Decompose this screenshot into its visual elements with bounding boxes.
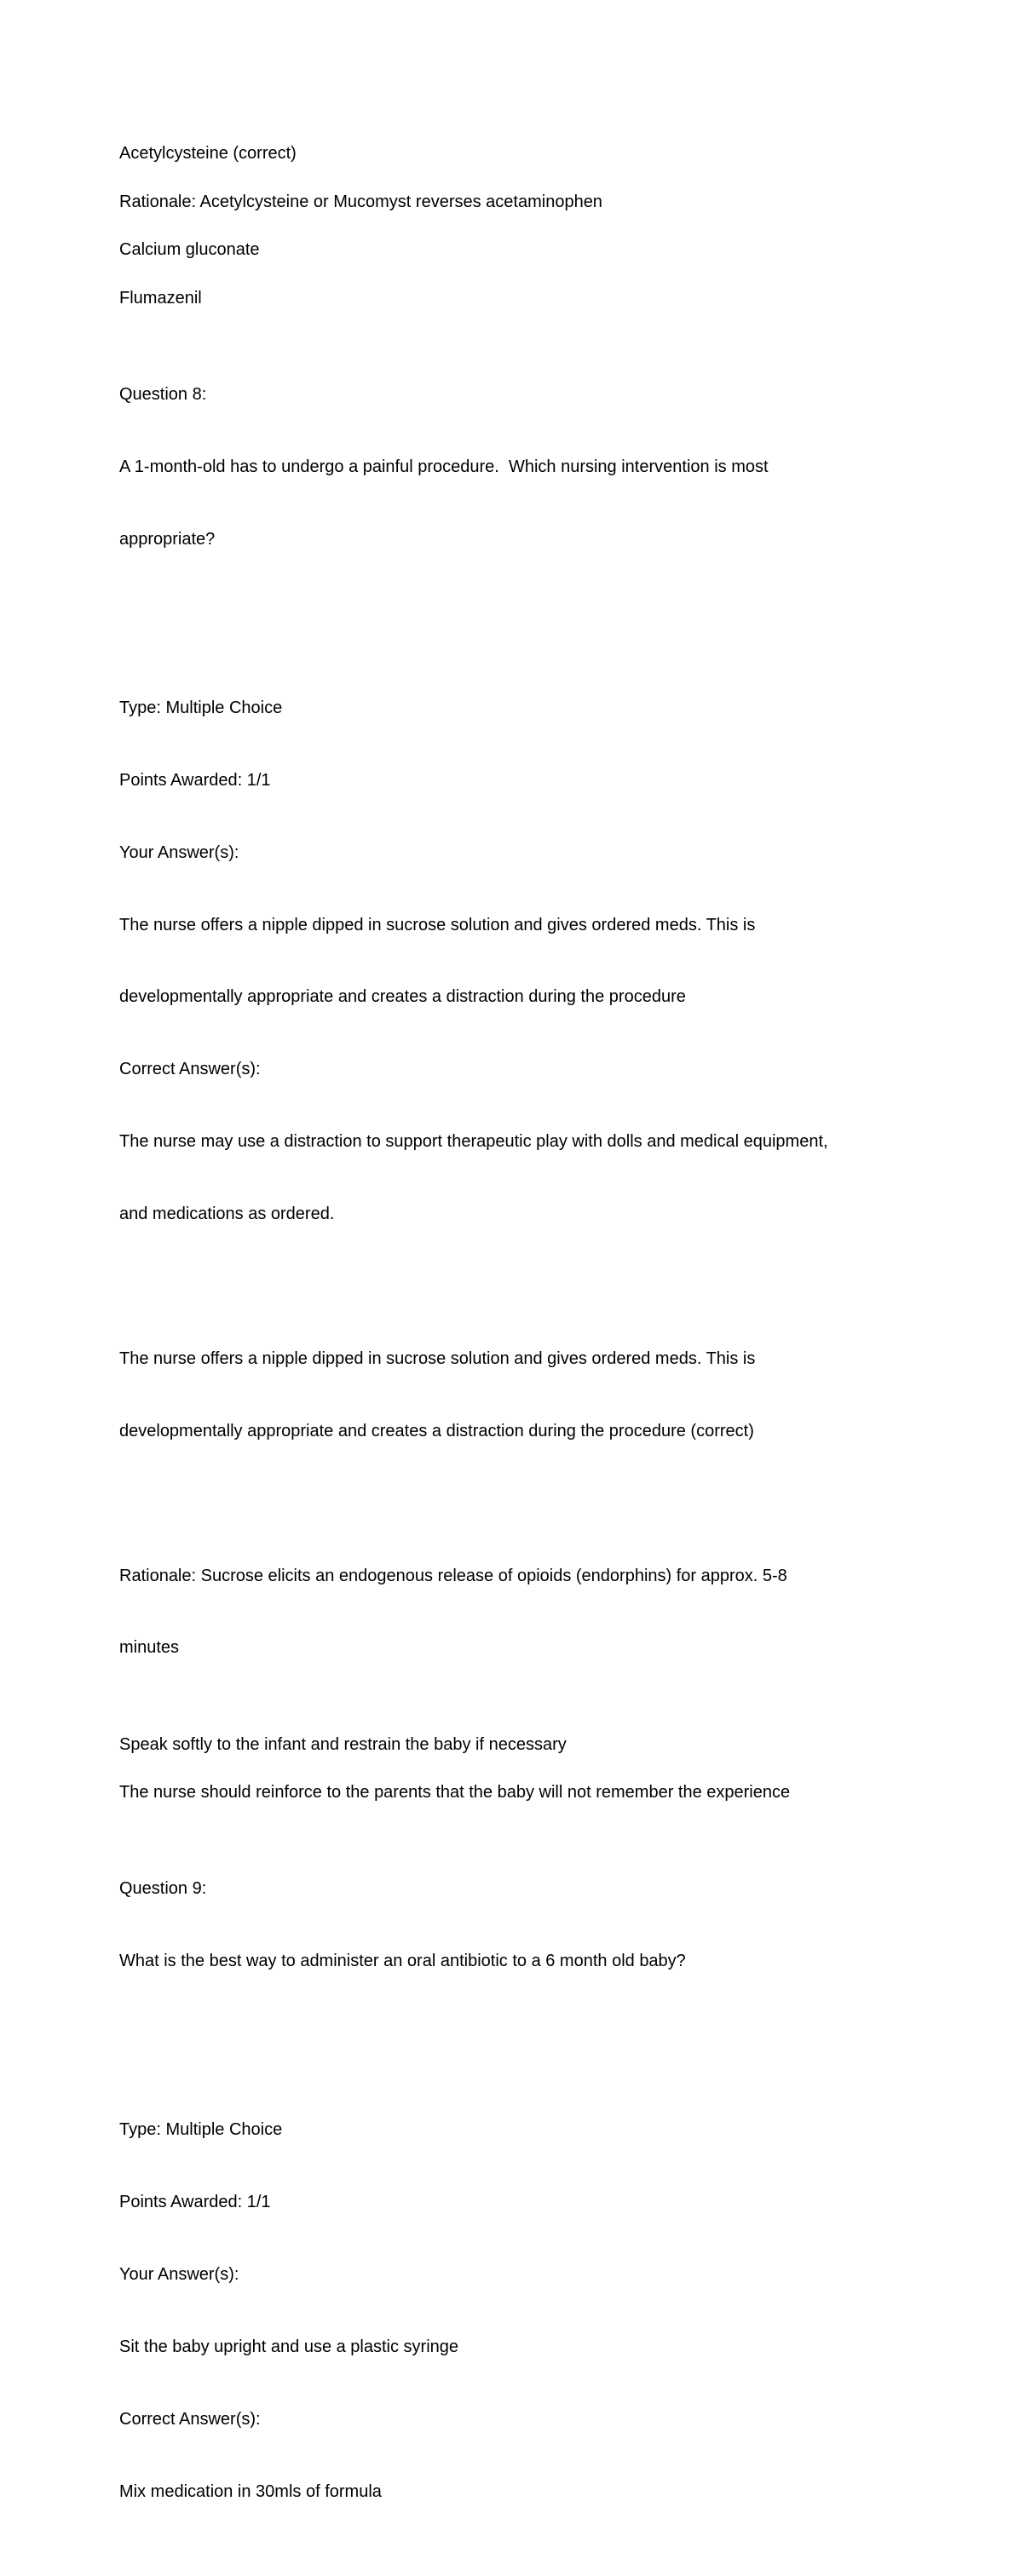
q8-option-b [119,1298,895,1491]
q8-option-b-line2: developmentally appropriate and creates a distraction during the procedure (correct) [119,1421,754,1440]
q9-your-answer-label: Your Answer(s): [119,2265,239,2285]
q8-heading: Question 8: [119,384,207,404]
q8-correct-answer-label: Correct Answer(s): [119,1060,261,1079]
q8-rationale-line1: Rationale: Sucrose elicits an endogenous release of opioids (endorphins) for approx. 5-8 [119,1566,787,1585]
q9-heading: Question 9: [119,1879,207,1899]
q8-prompt-line2: appropriate? [119,529,216,549]
q8-block [119,334,895,599]
q9-prompt: What is the best way to administer an oral antibiotic to a 6 month old baby? [119,1952,686,1971]
q8-your-answer-label: Your Answer(s): [119,842,239,862]
q8-option-a-line2: and medications as ordered. [119,1205,335,1224]
q8-your-answer-line1: The nurse offers a nipple dipped in sucrose solution and gives ordered meds. This is [119,915,756,934]
q7-option-flumazenil: Flumazenil [119,288,202,308]
q7-option-calcium-gluconate: Calcium gluconate [119,240,260,260]
q9-block [119,1829,895,2021]
q9-points: Points Awarded: 1/1 [119,2193,271,2212]
q8-type: Type: Multiple Choice [119,698,283,717]
q9-details [119,2070,895,2552]
q8-option-b-line1: The nurse offers a nipple dipped in sucrose solution and gives ordered meds. This is [119,1348,756,1368]
q9-option-a: Mix medication in 30mls of formula [119,2481,382,2501]
q7-option-acetylcysteine: Acetylcysteine (correct) [119,144,297,163]
q8-details [119,647,895,1274]
q8-your-answer-line2: developmentally appropriate and creates a distraction during the procedure [119,987,686,1007]
document-body [119,141,895,2576]
q8-rationale [119,1515,895,1708]
q9-type: Type: Multiple Choice [119,2120,283,2140]
q9-your-answer: Sit the baby upright and use a plastic syringe [119,2337,459,2357]
q8-prompt-line1: A 1-month-old has to undergo a painful procedure. Which nursing intervention is most [119,457,769,476]
q8-option-d: The nurse should reinforce to the parents that the baby will not remember the experience [119,1783,791,1803]
q8-rationale-line2: minutes [119,1638,180,1658]
q8-option-a-line1: The nurse may use a distraction to support therapeutic play with dolls and medical equipment, [119,1132,828,1152]
q7-rationale: Rationale: Acetylcysteine or Mucomyst reverses acetaminophen [119,192,602,211]
q8-points: Points Awarded: 1/1 [119,770,271,790]
q9-correct-answer-label: Correct Answer(s): [119,2409,261,2429]
q8-option-c: Speak softly to the infant and restrain the baby if necessary [119,1734,567,1754]
